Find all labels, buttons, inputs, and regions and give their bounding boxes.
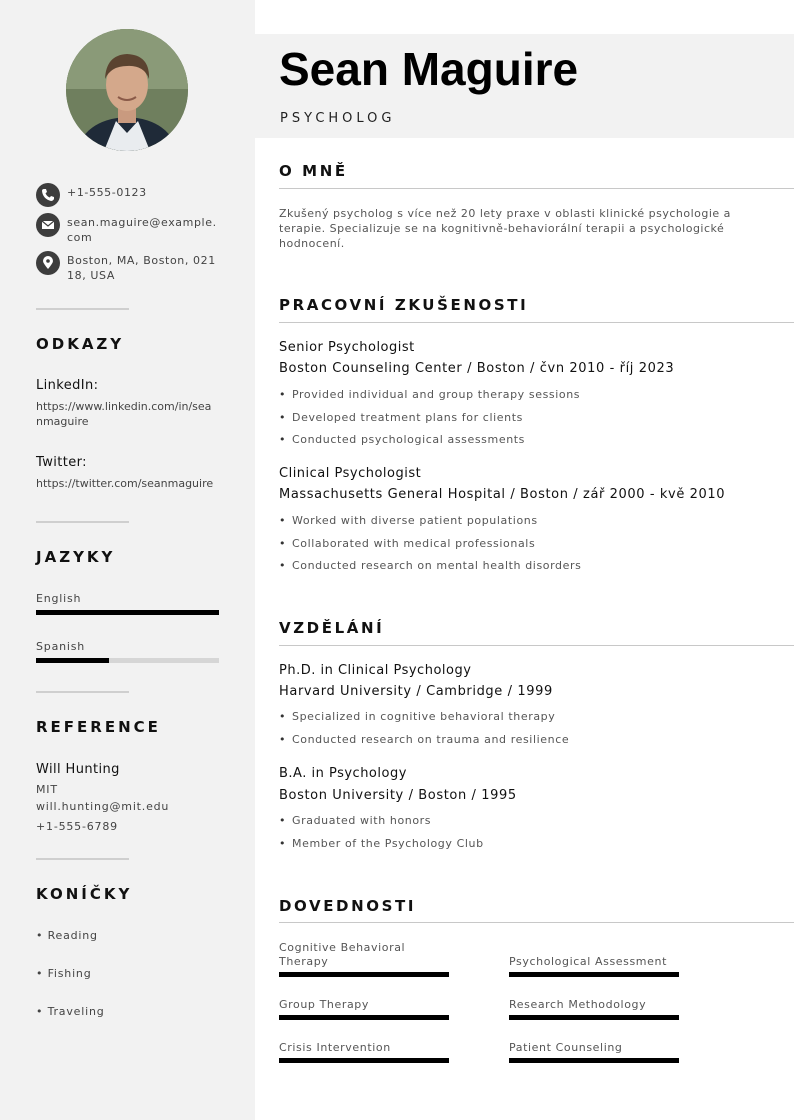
skills-heading: DOVEDNOSTI — [279, 897, 417, 915]
profile-photo — [66, 29, 188, 151]
divider — [36, 858, 129, 860]
phone-icon — [36, 183, 60, 207]
language-name: English — [36, 592, 82, 605]
hobbies-heading: KONÍČKY — [36, 885, 133, 903]
bullet-item: • Collaborated with medical professionals — [279, 537, 536, 550]
section-rule — [279, 922, 794, 923]
divider — [36, 308, 129, 310]
twitter-label: Twitter: — [36, 455, 87, 470]
email-text: sean.maguire@example.com — [67, 216, 217, 244]
links-heading: ODKAZY — [36, 335, 125, 353]
bullet-item: • Conducted psychological assessments — [279, 433, 526, 446]
education-heading: VZDĚLÁNÍ — [279, 619, 385, 637]
bullet-item: • Worked with diverse patient populations — [279, 514, 538, 527]
job-meta: Boston Counseling Center / Boston / čvn 2010 - říj 2023 — [279, 361, 675, 376]
section-rule — [279, 188, 794, 189]
languages-heading: JAZYKY — [36, 548, 116, 566]
job-title: Clinical Psychologist — [279, 466, 422, 481]
reference-email: will.hunting@mit.edu — [36, 800, 170, 813]
experience-heading: PRACOVNÍ ZKUŠENOSTI — [279, 296, 529, 314]
twitter-link[interactable]: https://twitter.com/seanmaguire — [36, 477, 214, 490]
person-name: Sean Maguire — [279, 43, 579, 95]
hobby-item: • Fishing — [36, 967, 92, 980]
job-title: Senior Psychologist — [279, 340, 415, 355]
bullet-item: • Conducted research on mental health disorders — [279, 559, 582, 572]
skill-name: Psychological Assessment — [509, 955, 667, 968]
bullet-item: • Specialized in cognitive behavioral therapy — [279, 710, 556, 723]
degree-title: Ph.D. in Clinical Psychology — [279, 663, 472, 678]
reference-org: MIT — [36, 783, 58, 796]
bullet-item: • Graduated with honors — [279, 814, 432, 827]
skill-level-bar — [279, 972, 449, 977]
phone-text: +1-555-0123 — [67, 186, 147, 199]
job-meta: Massachusetts General Hospital / Boston / zář 2000 - kvě 2010 — [279, 487, 726, 502]
section-rule — [279, 322, 794, 323]
bullet-item: • Developed treatment plans for clients — [279, 411, 523, 424]
about-heading: O MNĚ — [279, 162, 348, 180]
language-name: Spanish — [36, 640, 86, 653]
reference-name: Will Hunting — [36, 762, 120, 777]
skill-name: Research Methodology — [509, 998, 647, 1011]
skill-level-bar — [509, 972, 679, 977]
skill-name: Patient Counseling — [509, 1041, 623, 1054]
hobby-item: • Traveling — [36, 1005, 105, 1018]
degree-title: B.A. in Psychology — [279, 766, 407, 781]
language-level-bar — [36, 658, 219, 663]
reference-phone: +1-555-6789 — [36, 820, 118, 833]
language-level-fill — [36, 610, 219, 615]
divider — [36, 521, 129, 523]
skill-level-bar — [509, 1015, 679, 1020]
degree-meta: Harvard University / Cambridge / 1999 — [279, 684, 553, 699]
bullet-item: • Member of the Psychology Club — [279, 837, 484, 850]
location-pin-icon — [36, 251, 60, 275]
language-level-bar — [36, 610, 219, 615]
reference-heading: REFERENCE — [36, 718, 161, 736]
skill-name: Cognitive Behavioral Therapy — [279, 941, 406, 968]
address-text: Boston, MA, Boston, 02118, USA — [67, 254, 216, 282]
language-level-fill — [36, 658, 109, 663]
bullet-item: • Provided individual and group therapy sessions — [279, 388, 581, 401]
bullet-item: • Conducted research on trauma and resilience — [279, 733, 570, 746]
email-icon — [36, 213, 60, 237]
skill-level-bar — [279, 1058, 449, 1063]
degree-meta: Boston University / Boston / 1995 — [279, 788, 517, 803]
linkedin-link[interactable]: https://www.linkedin.com/in/seanmaguire — [36, 400, 212, 428]
skill-name: Crisis Intervention — [279, 1041, 391, 1054]
job-role: PSYCHOLOG — [280, 111, 396, 126]
about-text: Zkušený psycholog s více než 20 lety praxe v oblasti klinické psychologie a terapie. Specializuje se na kognitivně-behaviorální terapii a psychologické hodnocení. — [279, 207, 731, 250]
skill-level-bar — [279, 1015, 449, 1020]
skill-name: Group Therapy — [279, 998, 369, 1011]
section-rule — [279, 645, 794, 646]
hobby-item: • Reading — [36, 929, 98, 942]
divider — [36, 691, 129, 693]
linkedin-label: LinkedIn: — [36, 378, 99, 393]
skill-level-bar — [509, 1058, 679, 1063]
